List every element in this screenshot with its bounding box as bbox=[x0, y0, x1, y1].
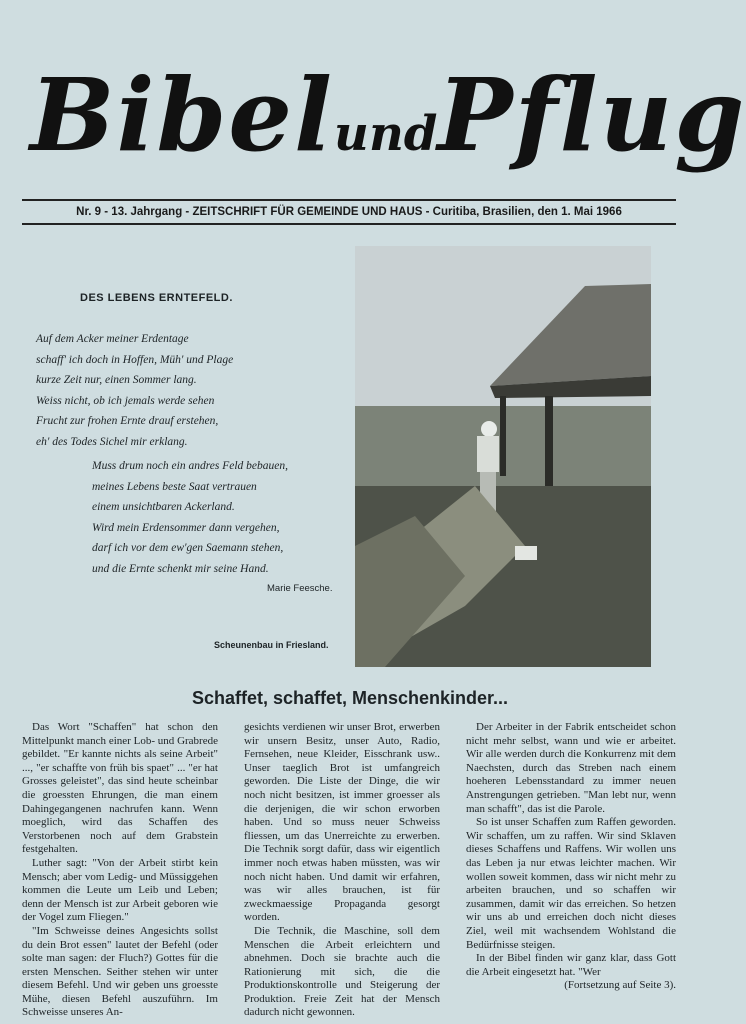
poem-line: Auf dem Acker meiner Erdentage bbox=[36, 333, 189, 345]
article-column-2 bbox=[244, 721, 440, 1020]
poem-line: meines Lebens beste Saat vertrauen bbox=[92, 480, 257, 493]
masthead bbox=[30, 40, 746, 200]
article-paragraph: gesichts verdienen wir unser Brot, erwerben wir unsern Besitz, unser Auto, Radio, Fernsehen, neue Kleider, Eisschrank usw.. Unser taeglich Brot ist umfangreich geworden. Die Liste der Dinge, die wir noch nicht besitzen, ist immer groesser als die derjenigen, die wir schon erworben haben. Und so muss neuer Schweiss fliessen, um das Unerreichte zu erwerben. Die Technik sorgt dafür, dass wir eigentlich immer noch etwas haben müssten, was wir noch nicht haben. Und damit wir erfahren, was wir alles brauchen, ist für zweckmaessige Propaganda gesorgt worden. bbox=[244, 721, 440, 924]
article-paragraph: In der Bibel finden wir ganz klar, dass Gott die Arbeit eingesetzt hat. "Wer bbox=[466, 952, 676, 978]
article-paragraph: "Im Schweisse deines Angesichts sollst du dein Brot essen" lautet der Befehl (oder solte man sagen: der Fluch?) Gottes für die ersten Menschen. Seither stehen wir unter diesem Befehl. Und wir geben uns groesste Mühe, diesen Befehl auszuführn. Im Schweisse unseres An- bbox=[22, 924, 218, 1019]
continued-note: (Fortsetzung auf Seite 3). bbox=[564, 979, 676, 992]
poem-stanza-1 bbox=[36, 329, 233, 452]
masthead-title-und: und bbox=[334, 106, 438, 162]
poem-author: Marie Feesche. bbox=[267, 583, 333, 594]
poem-line: Weiss nicht, ob ich jemals werde sehen bbox=[36, 394, 215, 407]
poem-line: und die Ernte schenkt mir seine Hand. bbox=[92, 562, 269, 575]
article-column-3 bbox=[466, 721, 676, 993]
poem-line: darf ich vor dem ew'gen Saemann stehen, bbox=[92, 542, 284, 554]
article-column-1 bbox=[22, 721, 218, 1020]
masthead-title bbox=[30, 40, 746, 209]
article-paragraph: Der Arbeiter in der Fabrik entscheidet schon nicht mehr selbst, wann und wie er arbeitet. Wir alle werden durch die Konkurrenz mit dem Naechsten, durch das Streben nach einem hoeheren Lebensstandard zu immer neuen Anstrengungen getrieben. "Man lebt nur, wenn man schafft", das ist die Parole. bbox=[466, 721, 676, 815]
barn-construction-photo bbox=[355, 246, 651, 667]
poem-line: Wird mein Erdensommer dann vergehen, bbox=[92, 521, 280, 534]
poem-stanza-2 bbox=[92, 456, 288, 579]
article-headline: Schaffet, schaffet, Menschenkinder... bbox=[191, 688, 509, 708]
photo-caption: Scheunenbau in Friesland. bbox=[214, 640, 329, 650]
article-paragraph: So ist unser Schaffen zum Raffen geworden. Wir schaffen, um zu raffen. Wir sind Sklaven dieses Schaffens und Raffens. Wir wollen uns das Leben ja nur etwas leichter machen. Wir wollen soweit kommen, dass wir nicht mehr zu arbeiten brauchen, und so schaffen wir zusammen, damit wir das erreichen. So hetzen wir uns ab und erreichen doch nicht dieses Ziel, weil mit wachsendem Wohlstand die Bedürfnisse steigen. bbox=[466, 816, 676, 951]
article-paragraph: Luther sagt: "Von der Arbeit stirbt kein Mensch; aber vom Ledig- und Müssiggehen kommen die Leute um Leib und Leben; denn der Mensch ist zur Arbeit geboren wie der Vogel zum Fliegen." bbox=[22, 856, 218, 924]
article-paragraph: Das Wort "Schaffen" hat schon den Mittelpunkt manch einer Lob- und Grabrede gebildet. "Er kannte nichts als seine Arbeit" ..., "er schaffte von früh bis spaet" ... "er hat Grosses geleistet", das sind heute scheinbar die groessten Ehrungen, die man einem Dahingegangenen nachrufen kann. Wenn moeglich, wird das Schaffen des Verstorbenen noch auf dem Grabstein festgehalten. bbox=[22, 721, 218, 856]
masthead-title-bibel: Bibel bbox=[30, 56, 335, 174]
poem-line: Muss drum noch ein andres Feld bebauen, bbox=[92, 460, 288, 472]
poem-line: einem unsichtbaren Ackerland. bbox=[92, 501, 235, 513]
masthead-title-pflug: Pflug bbox=[437, 56, 746, 174]
issue-line: Nr. 9 - 13. Jahrgang - ZEITSCHRIFT FÜR GEMEINDE UND HAUS - Curitiba, Brasilien, den 1. Mai 1966 bbox=[22, 199, 676, 225]
photo-illustration bbox=[355, 246, 651, 667]
poem-line: kurze Zeit nur, einen Sommer lang. bbox=[36, 374, 197, 386]
article-paragraph: Die Technik, die Maschine, soll dem Menschen die Arbeit erleichtern und abnehmen. Doch sie brachte auch die Rationierung mit sich, die die Produktionskontrolle und Steigerung der Produktion. Freie Zeit hat der Mensch dadurch nicht gewonnen. bbox=[244, 924, 440, 1019]
poem-line: schaff' ich doch in Hoffen, Müh' und Plage bbox=[36, 353, 234, 366]
poem-line: Frucht zur frohen Ernte drauf erstehen, bbox=[36, 415, 219, 427]
poem-title: DES LEBENS ERNTEFELD. bbox=[80, 292, 233, 304]
poem-line: eh' des Todes Sichel mir erklang. bbox=[36, 435, 188, 448]
